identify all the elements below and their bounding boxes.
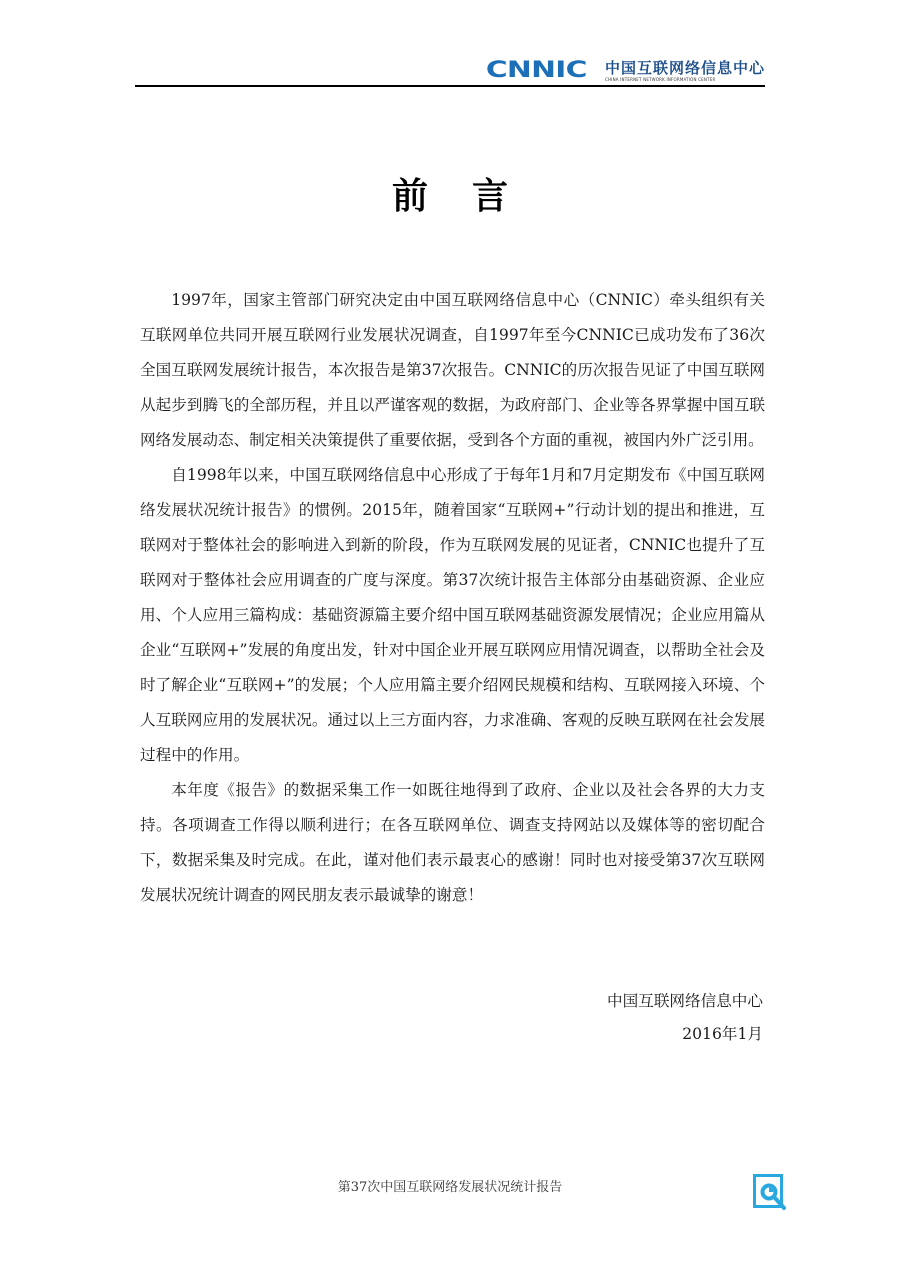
logo-english-name: CHINA INTERNET NETWORK INFORMATION CENTER [604,77,716,82]
footer-report-title: 第37次中国互联网络发展状况统计报告 [337,1180,563,1195]
paragraph: 本年度《报告》的数据采集工作一如既往地得到了政府、企业以及社会各界的大力支持。各项调查工作得以顺利进行；在各互联网单位、调查支持网站以及媒体等的密切配合下，数据采集及时完成。在此，谨对他们表示最衷心的感谢！同时也对接受第37次互联网发展状况统计调查的网民朋友表示最诚挚的谢意！ [140,781,765,904]
logo-mark: CNNIC [485,58,587,83]
signature-block [607,985,763,1051]
document-body [140,283,765,913]
signature-organization: 中国互联网络信息中心 [607,992,763,1010]
page-title: 前言 [391,175,552,217]
cnnic-logo [485,58,765,83]
logo-text [605,60,765,83]
signature-date: 2016年1月 [682,1025,763,1043]
paragraph: 自1998年以来，中国互联网络信息中心形成了于每年1月和7月定期发布《中国互联网络发展状况统计报告》的惯例。2015年，随着国家“互联网+”行动计划的提出和推进，互联网对于整体社会的影响进入到新的阶段，作为互联网发展的见证者，CNNIC也提升了互联网对于整体社会应用调查的广度与深度。第37次统计报告主体部分由基础资源、企业应用、个人应用三篇构成：基础资源篇主要介绍中国互联网基础资源发展情况；企业应用篇从企业“互联网+”发展的角度出发，针对中国企业开展互联网应用情况调查，以帮助全社会及时了解企业“互联网+”的发展；个人应用篇主要介绍网民规模和结构、互联网接入环境、个人互联网应用的发展状况。通过以上三方面内容，力求准确、客观的反映互联网在社会发展过程中的作用。 [140,466,765,764]
search-report-icon [753,1174,787,1212]
logo-chinese-name: 中国互联网络信息中心 [604,59,765,77]
page-header [135,58,765,88]
header-divider [135,85,765,87]
paragraph: 1997年，国家主管部门研究决定由中国互联网络信息中心（CNNIC）牵头组织有关互联网单位共同开展互联网行业发展状况调查，自1997年至今CNNIC已成功发布了36次全国互联网发展统计报告，本次报告是第37次报告。CNNIC的历次报告见证了中国互联网从起步到腾飞的全部历程，并且以严谨客观的数据，为政府部门、企业等各界掌握中国互联网络发展动态、制定相关决策提供了重要依据，受到各个方面的重视，被国内外广泛引用。 [140,291,765,449]
